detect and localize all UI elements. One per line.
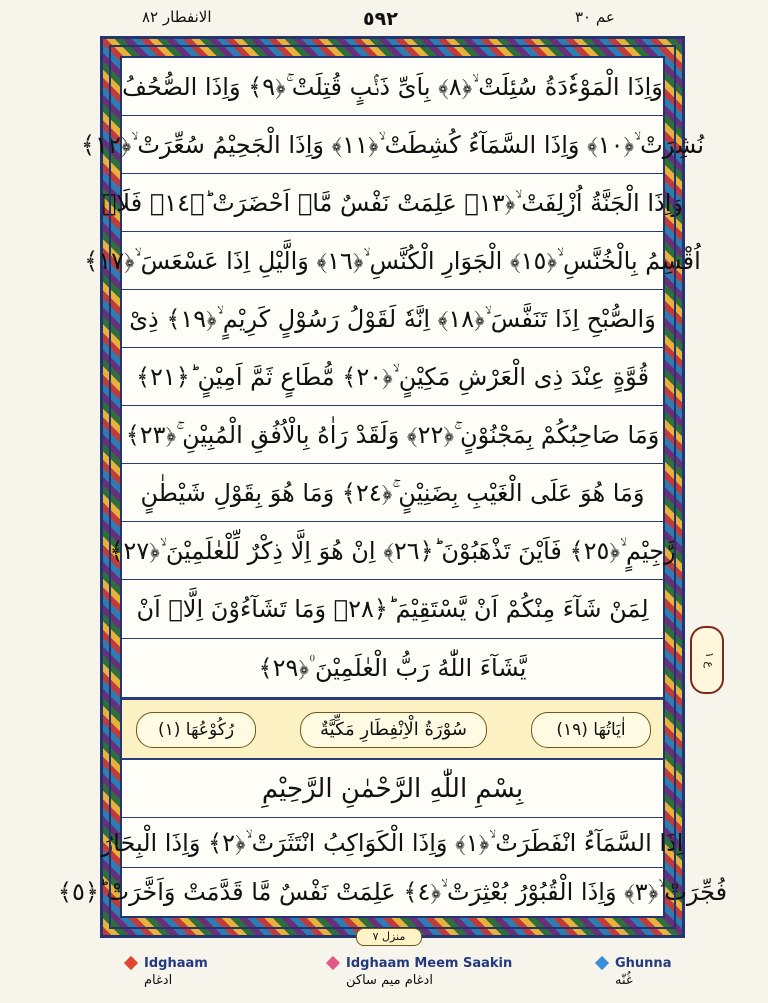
ruku-marker: ع ١ [690,626,724,694]
verse-line-10: لِمَنْ شَآءَ مِنْكُمْ اَنْ یَّسْتَقِیْمَ ؕ﴿٢٨﴾ وَمَا تَشَآءُوْنَ اِلَّاۤ اَنْ [122,580,663,639]
verse-line-13: فُجِّرَتْ ۙ﴿٣﴾ وَاِذَا الْقُبُوْرُ بُعْثِرَتْ ۙ﴿٤﴾ عَلِمَتْ نَفْسٌ مَّا قَدَّمَتْ وَاَخَّرَتْ ؕ﴿٥﴾ [57,878,728,906]
legend-ghunna-en: Ghunna [615,956,672,971]
verse-line-12: اِذَا السَّمَآءُ انْفَطَرَتْ ۙ﴿١﴾ وَاِذَا الْكَوَاكِبُ انْتَثَرَتْ ۙ﴿٢﴾ وَاِذَا الْبِحَارُ [122,818,663,868]
legend-idghaam-ar: ادغام [144,973,173,988]
legend-meem-en: Idghaam Meem Saakin [346,956,513,971]
verse-line-2: نُشِرَتْ ۙ﴿١٠﴾ وَاِذَا السَّمَآءُ كُشِطَتْ ۙ﴿١١﴾ وَاِذَا الْجَحِیْمُ سُعِّرَتْ ۙ﴿١٢﴾ [122,116,663,174]
surah-name-header: الانفطار ٨٢ [142,8,212,26]
diamond-icon [595,956,609,970]
diamond-icon [326,956,340,970]
verse-line-7: وَمَا صَاحِبُكُمْ بِمَجْنُوْنٍ ۚ﴿٢٢﴾ وَلَقَدْ رَاٰهُ بِالْاُفُقِ الْمُبِیْنِ ۚ﴿٢٣﴾ [122,406,663,464]
legend-meem-ar: ادغام میم ساکن [346,973,433,988]
surah-title-band [122,698,663,760]
verse-line-4: اُقْسِمُ بِالْخُنَّسِ ۙ﴿١٥﴾ الْجَوَارِ الْكُنَّسِ ۙ﴿١٦﴾ وَالَّیْلِ اِذَا عَسْعَسَ ۙ﴿١٧﴾ [122,232,663,290]
verse-line-1: وَاِذَا الْمَوْءٗدَةُ سُئِلَتْ ۙ﴿٨﴾ بِاَیِّ ذَنْۢبٍ قُتِلَتْ ۚ﴿٩﴾ وَاِذَا الصُّحُفُ [122,58,663,116]
page-number: ٥٩٢ [363,8,398,30]
verse-line-5: وَالصُّبْحِ اِذَا تَنَفَّسَ ۙ﴿١٨﴾ اِنَّهٗ لَقَوْلُ رَسُوْلٍ كَرِیْمٍ ۙ﴿١٩﴾ ذِیْ [122,290,663,348]
diamond-icon [124,956,138,970]
juz-name-header: عم ٣٠ [575,8,615,26]
verse-line-3: وَاِذَا الْجَنَّةُ اُزْلِفَتْ ۙ﴿١٣﴾ عَلِمَتْ نَفْسٌ مَّاۤ اَحْضَرَتْ ؕ﴿١٤﴾ فَلَاۤ [122,174,663,232]
legend-ghunna-ar: غُنّه [615,973,633,988]
legend-idghaam-en: Idghaam [144,956,208,971]
surah-name-cartouche: سُوْرَةُ الْاِنْفِطَارِ مَكِّیَّةٌ [300,712,487,748]
verse-line-9: رَّجِیْمٍ ۙ﴿٢٥﴾ فَاَیْنَ تَذْهَبُوْنَ ؕ﴿٢٦﴾ اِنْ هُوَ اِلَّا ذِكْرٌ لِّلْعٰلَمِیْنَ ۙ﴿٢٧﴾ [122,522,663,580]
verse-line-11: یَّشَآءَ اللّٰهُ رَبُّ الْعٰلَمِیْنَ ۠﴿٢٩﴾ [122,639,663,698]
verse-line-6: قُوَّةٍ عِنْدَ ذِی الْعَرْشِ مَكِیْنٍ ۙ﴿٢٠﴾ مُّطَاعٍ ثَمَّ اَمِیْنٍ ؕ﴿٢١﴾ [122,348,663,406]
manzil-marker: منزل ٧ [356,928,422,946]
verse-line-8: وَمَا هُوَ عَلَی الْغَیْبِ بِضَنِیْنٍ ۚ﴿٢٤﴾ وَمَا هُوَ بِقَوْلِ شَیْطٰنٍ [122,464,663,522]
bismillah: بِسْمِ اللّٰهِ الرَّحْمٰنِ الرَّحِیْمِ [122,760,663,818]
page-header [0,8,768,36]
ayat-count-cartouche: اٰیَاتُهَا (١٩) [531,712,651,748]
ruku-count-cartouche: رُكُوْعُهَا (١) [136,712,256,748]
